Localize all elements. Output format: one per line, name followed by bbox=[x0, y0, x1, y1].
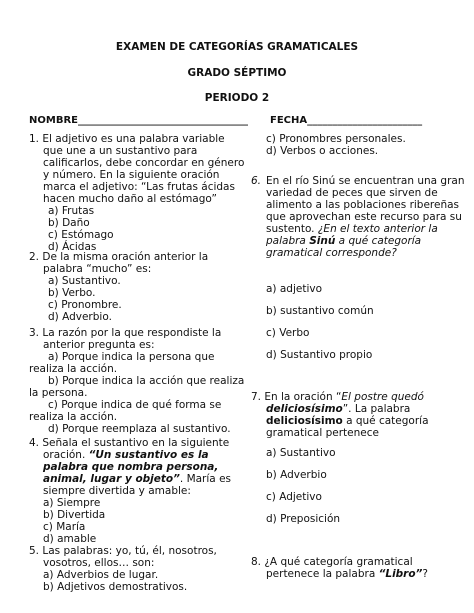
question-6-line: que aprovechan este recurso para su bbox=[266, 211, 462, 223]
question-4-text: . María es bbox=[179, 473, 231, 485]
question-6-line: variedad de peces que sirven de bbox=[266, 187, 438, 199]
question-7-line bbox=[251, 391, 424, 403]
option-3c-cont: realiza la acción. bbox=[29, 411, 118, 423]
question-7-keyword: deliciosísimo bbox=[266, 403, 343, 415]
option-1a[interactable]: a) Frutas bbox=[48, 205, 95, 217]
option-4b[interactable]: b) Divertida bbox=[43, 509, 106, 521]
option-4d[interactable]: d) amable bbox=[43, 533, 97, 545]
option-2c[interactable]: c) Pronombre. bbox=[48, 299, 122, 311]
question-1-line: marca el adjetivo: “Las frutas ácidas bbox=[43, 181, 235, 193]
question-3-line: 3. La razón por la que respondiste la bbox=[29, 327, 222, 339]
question-6-line bbox=[266, 223, 438, 235]
question-7-text: a qué categoría bbox=[342, 415, 429, 427]
question-2-line: 2. De la misma oración anterior la bbox=[29, 251, 209, 263]
question-5-line: vosotros, ellos… son: bbox=[43, 557, 155, 569]
date-blank[interactable]: _______________________ bbox=[307, 115, 423, 126]
option-7b[interactable]: b) Adverbio bbox=[266, 469, 327, 481]
option-6c[interactable]: c) Verbo bbox=[266, 327, 310, 339]
option-3a-cont: realiza la acción. bbox=[29, 363, 118, 375]
exam-title: EXAMEN DE CATEGORÍAS GRAMATICALES bbox=[115, 41, 359, 53]
date-label: FECHA bbox=[270, 115, 308, 126]
grade-label: GRADO SÉPTIMO bbox=[187, 67, 287, 79]
question-1-line: calificarlos, debe concordar en género bbox=[43, 157, 245, 169]
option-3a[interactable]: a) Porque indica la persona que bbox=[48, 351, 215, 363]
question-6-text: sustento. bbox=[266, 223, 318, 235]
option-5b[interactable]: b) Adjetivos demostrativos. bbox=[43, 581, 188, 593]
option-3d[interactable]: d) Porque reemplaza al sustantivo. bbox=[48, 423, 231, 435]
question-6-line: alimento a las poblaciones ribereñas bbox=[266, 199, 460, 211]
option-4c[interactable]: c) María bbox=[43, 521, 86, 533]
question-6-keyword: Sinú bbox=[309, 235, 336, 247]
option-3b-cont: la persona. bbox=[29, 387, 88, 399]
question-7-text: ”. La palabra bbox=[342, 403, 411, 415]
option-3c[interactable]: c) Porque indica de qué forma se bbox=[48, 399, 222, 411]
option-6d[interactable]: d) Sustantivo propio bbox=[266, 349, 373, 361]
question-6-prompt: a qué categoría bbox=[335, 235, 422, 247]
question-6-number: 6. bbox=[251, 175, 262, 187]
question-8-line bbox=[266, 568, 428, 580]
question-8-keyword: “Libro” bbox=[378, 568, 423, 580]
name-field[interactable] bbox=[29, 115, 248, 126]
period-label: PERIODO 2 bbox=[204, 92, 270, 104]
option-2b[interactable]: b) Verbo. bbox=[48, 287, 96, 299]
date-field[interactable] bbox=[270, 115, 422, 126]
question-7-line: gramatical pertenece bbox=[266, 427, 379, 439]
question-6-line: En el río Sinú se encuentran una gran bbox=[266, 175, 465, 187]
option-7c[interactable]: c) Adjetivo bbox=[266, 491, 322, 503]
option-4a[interactable]: a) Siempre bbox=[43, 497, 101, 509]
option-6b[interactable]: b) sustantivo común bbox=[266, 305, 374, 317]
question-1-line: y número. En la siguiente oración bbox=[43, 169, 220, 181]
option-1c[interactable]: c) Estómago bbox=[48, 229, 114, 241]
name-blank[interactable]: __________________________________ bbox=[77, 115, 248, 126]
question-7-line bbox=[266, 415, 429, 427]
question-4-quote: “Un sustantivo es la bbox=[88, 449, 209, 461]
name-label: NOMBRE bbox=[29, 115, 78, 126]
question-7-text: 7. En la oración “ bbox=[251, 391, 342, 403]
question-4-line bbox=[43, 449, 209, 461]
question-7-quote: El postre quedó bbox=[341, 391, 424, 403]
question-8-line: 8. ¿A qué categoría gramatical bbox=[251, 556, 413, 568]
option-1d[interactable]: d) Ácidas bbox=[48, 241, 97, 253]
question-7-keyword: deliciosísimo bbox=[266, 415, 343, 427]
option-3b[interactable]: b) Porque indica la acción que realiza bbox=[48, 375, 245, 387]
question-3-line: anterior pregunta es: bbox=[43, 339, 155, 351]
option-5d[interactable]: d) Verbos o acciones. bbox=[266, 145, 379, 157]
question-6-prompt: gramatical corresponde? bbox=[266, 247, 397, 259]
question-6-line bbox=[266, 235, 421, 247]
question-1-line: hacen mucho daño al estómago” bbox=[43, 193, 217, 205]
option-5c[interactable]: c) Pronombres personales. bbox=[266, 133, 406, 145]
option-2a[interactable]: a) Sustantivo. bbox=[48, 275, 121, 287]
question-4-text: oración. bbox=[43, 449, 89, 461]
option-7a[interactable]: a) Sustantivo bbox=[266, 447, 336, 459]
question-8-text: pertenece la palabra bbox=[266, 568, 379, 580]
question-7-line bbox=[266, 403, 410, 415]
option-1b[interactable]: b) Daño bbox=[48, 217, 90, 229]
option-5a[interactable]: a) Adverbios de lugar. bbox=[43, 569, 159, 581]
question-4-quote: animal, lugar y objeto” bbox=[43, 473, 180, 485]
question-1-line: que une a un sustantivo para bbox=[43, 145, 198, 157]
question-4-quote: palabra que nombra persona, bbox=[43, 461, 219, 473]
question-4-line: 4. Señala el sustantivo en la siguiente bbox=[29, 437, 230, 449]
question-5-line: 5. Las palabras: yo, tú, él, nosotros, bbox=[29, 545, 217, 557]
option-6a[interactable]: a) adjetivo bbox=[266, 283, 323, 295]
question-4-line: siempre divertida y amable: bbox=[43, 485, 191, 497]
question-6-prompt: palabra bbox=[266, 235, 310, 247]
option-7d[interactable]: d) Preposición bbox=[266, 513, 341, 525]
option-2d[interactable]: d) Adverbio. bbox=[48, 311, 112, 323]
question-6-prompt: ¿En el texto anterior la bbox=[317, 223, 438, 235]
question-2-line: palabra “mucho” es: bbox=[43, 263, 152, 275]
question-8-text: ? bbox=[422, 568, 428, 580]
question-4-line bbox=[43, 473, 231, 485]
question-1-line: 1. El adjetivo es una palabra variable bbox=[29, 133, 225, 145]
